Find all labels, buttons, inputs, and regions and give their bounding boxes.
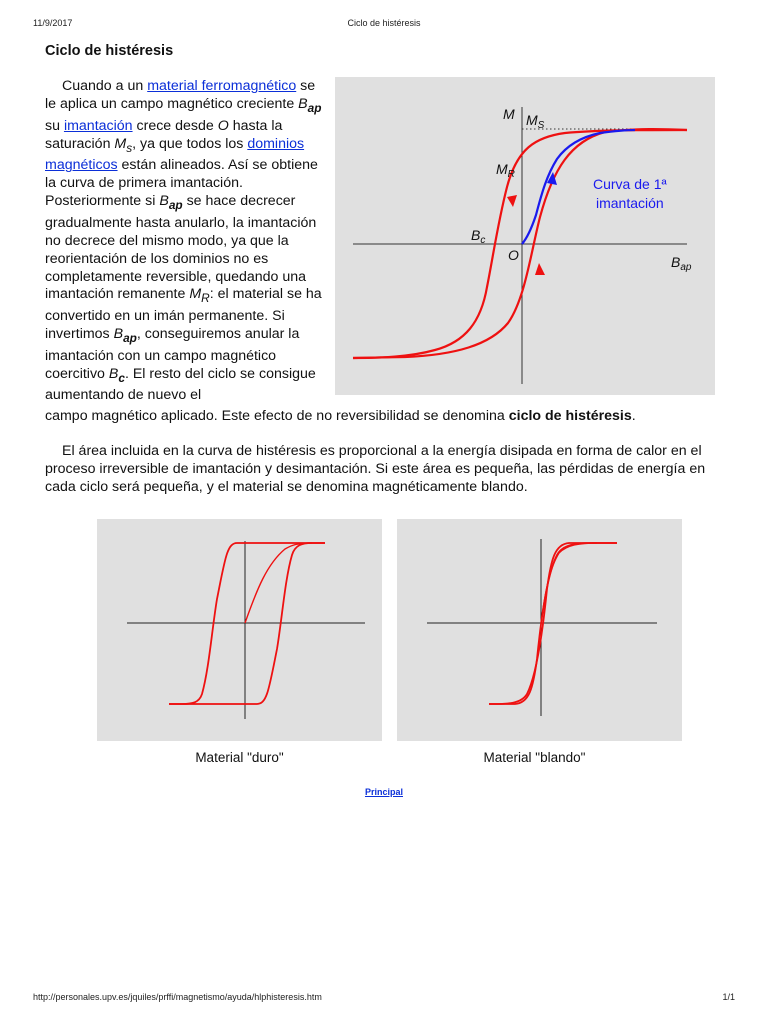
label-origin: O [508,247,519,263]
hard-first-curve [245,543,312,623]
label-ms: $M_S$ [526,112,545,131]
principal-link[interactable]: Principal [364,787,403,797]
link-imantacion[interactable]: imantación [63,117,133,134]
caption-hard: Material "duro" [195,750,284,765]
link-dominios-magneticos[interactable]: dominios magnéticos [45,135,305,174]
arrow-red-up [535,263,545,275]
hysteresis-loop-figure [335,77,715,395]
arrow-red-down [507,195,517,207]
annotation-line2: imantación [596,195,664,211]
principal-nav [0,787,768,797]
print-header-title: Ciclo de histéresis [347,18,421,28]
annotation-line1: Curva de 1ª [593,176,667,192]
hard-material-figure [97,519,382,741]
label-mr: $M_R$ [496,161,515,180]
footer-page-number: 1/1 [722,992,735,1002]
energy-paragraph: El área incluida en la curva de histéresis es proporcional a la energía disipada en forma de calor en el proceso irreversible de imantación y desimantación. Si este área es pequeña, las pérdidas de energía en cada ciclo será pequeña, y el material se denomina magnéticamente blando. [45,443,706,495]
caption-soft: Material "blando" [483,750,586,765]
print-date: 11/9/2017 [33,18,73,28]
link-material-ferromagnetico[interactable]: material ferromagnético [147,78,297,94]
label-m: M [503,106,515,122]
label-bc: $B_c$ [471,227,486,246]
intro-paragraph-continuation: campo magnético aplicado. Este efecto de no reversibilidad se denomina ciclo de histéresis. [45,408,636,424]
intro-paragraph: Cuando a un material ferromagnético se le aplica un campo magnético creciente $B_{ap}$ su imantación crece desde O hasta la saturación $M_s$, ya que todos los dominios magnéticos están alineados. Así se obtiene la curva de primera imantación. Posteriormente si $B_{ap}$ se hace decrecer gradualmente hasta anularlo, la imantación no decrece del mismo modo, ya que la reorientación de los dominios no es completamente reversible, quedando una imantación remanente $M_R$: el material se ha convertido en un imán permanente. Si invertimos $B_{ap}$, conseguiremos anular la imantación con un campo magnético coercitivo $B_c$. El resto del ciclo se consigue aumentando de nuevo el [45,78,322,404]
term-ciclo-histeresis: ciclo de histéresis [508,408,632,424]
soft-material-figure [397,519,682,741]
footer-url: http://personales.upv.es/jquiles/prffi/magnetismo/ayuda/hlphisteresis.htm [33,992,322,1002]
label-bap: $B_{ap}$ [671,254,692,273]
soft-first-curve [541,543,597,623]
page-title: Ciclo de histéresis [45,43,174,59]
